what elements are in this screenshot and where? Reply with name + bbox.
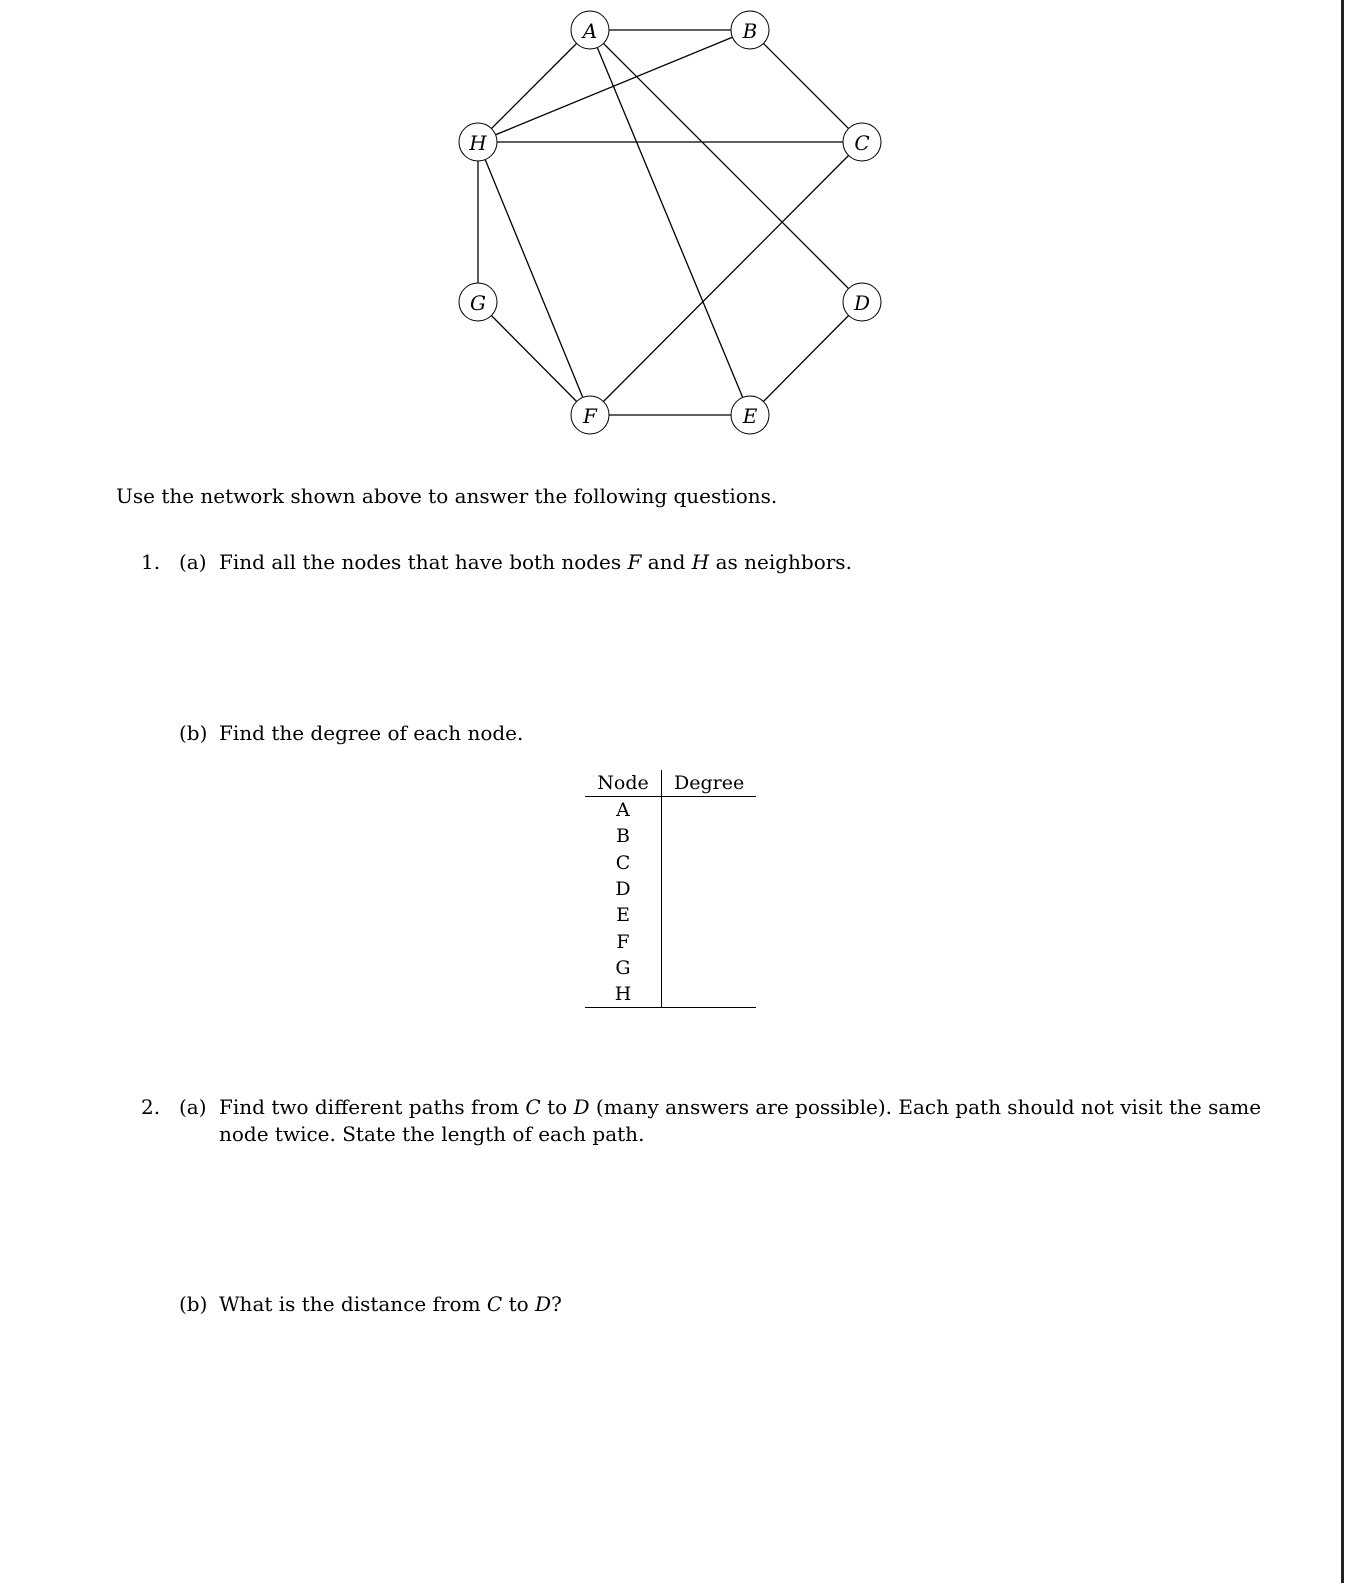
edge-a-d <box>590 30 862 302</box>
q1b-label: (b) <box>179 721 208 745</box>
node-label: A <box>582 19 598 43</box>
graph-edges <box>478 30 862 415</box>
q2b-text-3: ? <box>551 1292 562 1316</box>
node-h <box>459 123 497 161</box>
q2a-var-d: D <box>573 1095 590 1119</box>
node-f <box>571 396 609 434</box>
node-cell: D <box>585 876 662 902</box>
node-cell: E <box>585 902 662 928</box>
node-cell: F <box>585 928 662 954</box>
network-graph <box>0 0 1358 460</box>
degree-cell <box>662 928 757 954</box>
degree-cell <box>662 850 757 876</box>
q1a-text-2: and <box>647 550 686 574</box>
edge-c-f <box>590 142 862 415</box>
q2b-var-c: C <box>486 1292 503 1316</box>
node-label: G <box>470 291 486 315</box>
node-cell: A <box>585 797 662 824</box>
intro-text: Use the network shown above to answer the following questions. <box>116 484 778 508</box>
edge-b-h <box>478 30 750 142</box>
node-e <box>731 396 769 434</box>
table-row <box>585 955 756 981</box>
q1a-text <box>219 549 852 576</box>
q1a-text-3: as neighbors. <box>715 550 852 574</box>
table-row <box>585 928 756 954</box>
q1a-var-h: H <box>691 550 710 574</box>
q2b-label: (b) <box>179 1292 208 1316</box>
node-cell: G <box>585 955 662 981</box>
q1a-var-f: F <box>627 550 642 574</box>
q2-number: 2. <box>141 1095 161 1119</box>
table-row <box>585 797 756 824</box>
q2a-var-c: C <box>525 1095 541 1119</box>
q2a-text-2: to <box>547 1095 568 1119</box>
node-label: H <box>469 131 487 155</box>
table-row <box>585 876 756 902</box>
table-row <box>585 823 756 849</box>
degree-table <box>585 770 756 1008</box>
q1-number: 1. <box>141 550 161 574</box>
node-label: F <box>583 404 597 428</box>
q2b-text-1: What is the distance from <box>219 1292 481 1316</box>
q2a-text-line-2: node twice. State the length of each path. <box>219 1122 645 1146</box>
page-right-border <box>1341 0 1344 1583</box>
node-d <box>843 283 881 321</box>
q2a-text-3: (many answers are possible). Each path should not visit the same <box>595 1095 1262 1119</box>
table-row <box>585 850 756 876</box>
edge-b-c <box>750 30 862 142</box>
degree-cell <box>662 823 757 849</box>
degree-cell <box>662 876 757 902</box>
degree-cell <box>662 981 757 1008</box>
edge-f-h <box>478 142 590 415</box>
q2b-text-2: to <box>508 1292 529 1316</box>
node-cell: H <box>585 981 662 1008</box>
degree-table-wrap <box>585 770 756 1008</box>
q2a-text <box>219 1094 1261 1121</box>
edge-d-e <box>750 302 862 415</box>
edge-f-g <box>478 302 590 415</box>
table-row <box>585 902 756 928</box>
q1a-label: (a) <box>179 550 207 574</box>
degree-table-header <box>585 770 756 797</box>
node-label: B <box>742 19 758 43</box>
q2a-label: (a) <box>179 1095 207 1119</box>
node-g <box>459 283 497 321</box>
q1a-text-1: Find all the nodes that have both nodes <box>219 550 622 574</box>
table-row <box>585 981 756 1008</box>
degree-cell <box>662 955 757 981</box>
q1b-text: Find the degree of each node. <box>219 721 524 745</box>
edge-a-h <box>478 30 590 142</box>
node-label: C <box>854 131 870 155</box>
node-c <box>843 123 881 161</box>
node-cell: C <box>585 850 662 876</box>
header-node: Node <box>585 770 662 797</box>
header-degree: Degree <box>662 770 757 797</box>
node-cell: B <box>585 823 662 849</box>
degree-cell <box>662 902 757 928</box>
q2b-var-d: D <box>535 1292 552 1316</box>
degree-cell <box>662 797 757 824</box>
node-label: D <box>853 291 871 315</box>
node-a <box>571 11 609 49</box>
q2b-text <box>219 1291 562 1318</box>
node-label: E <box>742 404 758 428</box>
q2a-text-1: Find two different paths from <box>219 1095 520 1119</box>
edge-a-e <box>590 30 750 415</box>
node-b <box>731 11 769 49</box>
